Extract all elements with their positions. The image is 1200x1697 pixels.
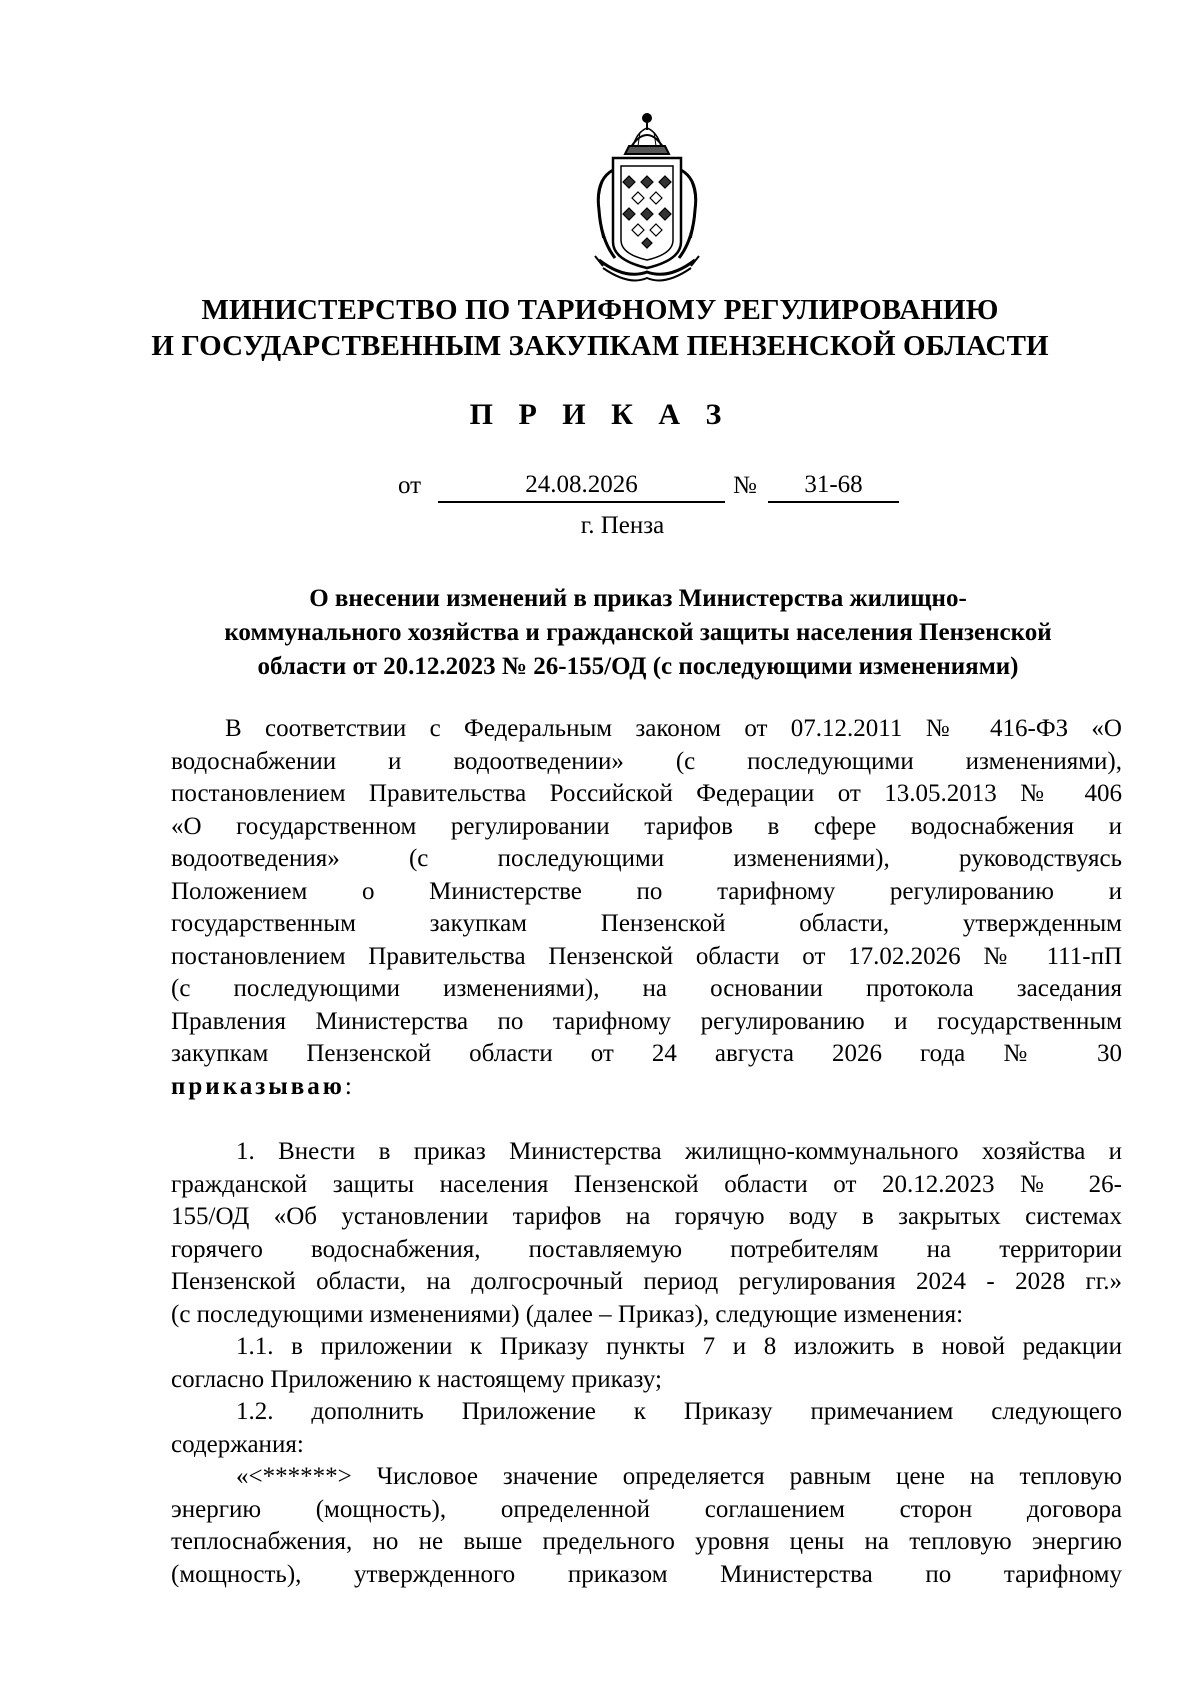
date-prefix: от: [398, 472, 422, 499]
text-line: горячего водоснабжения, поставляемую потребителям на территории: [171, 1235, 1122, 1263]
city-label: г. Пенза: [580, 512, 665, 539]
text-line: 1.1. в приложении к Приказу пункты 7 и 8 изложить в новой редакции: [236, 1333, 1122, 1360]
text-line: «О государственном регулировании тарифов в сфере водоснабжения и: [171, 812, 1122, 840]
order-word-line: [171, 1071, 1122, 1104]
document-type-title: П Р И К А З: [469, 398, 731, 431]
text-line: 1. Внести в приказ Министерства жилищно-коммунального хозяйства и: [236, 1138, 1122, 1165]
order-word: приказываю: [171, 1072, 345, 1100]
text-line: Положением о Министерстве по тарифному регулированию и: [171, 877, 1122, 905]
text-line: (мощность), утвержденного приказом Министерства по тарифному: [171, 1560, 1122, 1588]
text-line: согласно Приложению к настоящему приказу;: [171, 1365, 662, 1393]
date-number-row: [0, 468, 1200, 504]
text-line: содержания:: [171, 1430, 304, 1458]
subject-line: О внесении изменений в приказ Министерства жилищно-: [309, 585, 967, 612]
text-line: «<******> Числовое значение определяется равным цене на тепловую: [236, 1463, 1122, 1490]
subject-line: области от 20.12.2023 № 26-155/ОД (с последующими изменениями): [257, 653, 1019, 680]
coat-of-arms-emblem: [585, 110, 709, 286]
text-line: закупкам Пензенской области от 24 августа 2026 года № 30: [171, 1040, 1122, 1067]
number-prefix: №: [733, 472, 757, 499]
text-line: 1.2. дополнить Приложение к Приказу примечанием следующего: [236, 1398, 1122, 1425]
text-line: Пензенской области, на долгосрочный период регулирования 2024 - 2028 гг.»: [171, 1268, 1122, 1295]
text-line: Правления Министерства по тарифному регулированию и государственным: [171, 1007, 1122, 1035]
text-line: государственным закупкам Пензенской области, утвержденным: [171, 910, 1122, 937]
preamble-paragraph: [171, 713, 1122, 1103]
text-line: (с последующими изменениями) (далее – Приказ), следующие изменения:: [171, 1300, 964, 1328]
ministry-name-line-1: МИНИСТЕРСТВО ПО ТАРИФНОМУ РЕГУЛИРОВАНИЮ: [201, 294, 999, 326]
text-line: постановлением Правительства Российской Федерации от 13.05.2013 № 406: [171, 780, 1122, 807]
document-date: 24.08.2026: [438, 468, 725, 503]
text-line: (с последующими изменениями), на основании протокола заседания: [171, 975, 1122, 1002]
text-line: водоснабжении и водоотведении» (с последующими изменениями),: [171, 747, 1122, 775]
document-subject: [150, 582, 1126, 684]
text-line: энергию (мощность), определенной соглашением сторон договора: [171, 1495, 1122, 1523]
ministry-name: [0, 292, 1200, 364]
text-line: постановлением Правительства Пензенской области от 17.02.2026 № 111-пП: [171, 942, 1122, 970]
subject-line: коммунального хозяйства и гражданской защиты населения Пензенской: [224, 619, 1052, 646]
document-number: 31-68: [768, 468, 899, 503]
text-line: гражданской защиты населения Пензенской области от 20.12.2023 № 26-: [171, 1170, 1122, 1198]
text-line: 155/ОД «Об установлении тарифов на горячую воду в закрытых системах: [171, 1203, 1122, 1230]
items-section: [171, 1136, 1122, 1591]
ministry-name-line-2: И ГОСУДАРСТВЕННЫМ ЗАКУПКАМ ПЕНЗЕНСКОЙ ОБЛАСТИ: [151, 330, 1049, 362]
order-colon: :: [344, 1072, 352, 1100]
text-line: теплоснабжения, но не выше предельного уровня цены на тепловую энергию: [171, 1528, 1122, 1555]
text-line: В соответствии с Федеральным законом от 07.12.2011 № 416-ФЗ «О: [225, 715, 1122, 742]
text-line: водоотведения» (с последующими изменениями), руководствуясь: [171, 845, 1122, 872]
